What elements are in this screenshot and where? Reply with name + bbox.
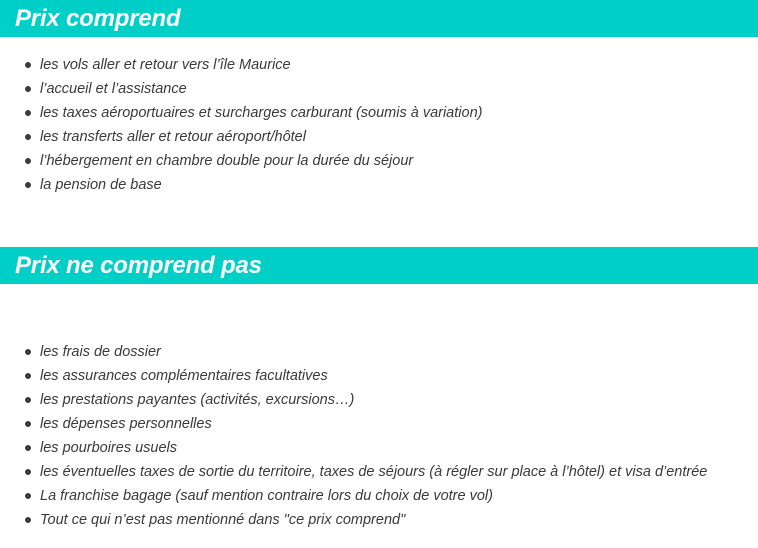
bullet-icon: [25, 158, 31, 164]
list-item-text: les assurances complémentaires facultatives: [40, 368, 328, 384]
bullet-icon: [25, 373, 31, 379]
bullet-icon: [25, 110, 31, 116]
list-item: [0, 77, 758, 101]
list-item-text: la pension de base: [40, 177, 162, 193]
bullet-icon: [25, 517, 31, 523]
list-item-text: les prestations payantes (activités, excursions…): [40, 392, 355, 408]
list-item: [0, 460, 758, 484]
list-item: [0, 508, 758, 532]
bullet-icon: [25, 421, 31, 427]
list-item: [0, 53, 758, 77]
bullet-icon: [25, 134, 31, 140]
list-item: [0, 149, 758, 173]
list-item: [0, 101, 758, 125]
list-item: [0, 484, 758, 508]
list-item-text: les transferts aller et retour aéroport/hôtel: [40, 129, 306, 145]
list-item-text: l’hébergement en chambre double pour la durée du séjour: [40, 153, 414, 169]
bullet-icon: [25, 397, 31, 403]
bullet-icon: [25, 62, 31, 68]
excluded-section-title: Prix ne comprend pas: [15, 252, 262, 279]
list-item-text: les taxes aéroportuaires et surcharges carburant (soumis à variation): [40, 105, 483, 121]
list-item: [0, 173, 758, 197]
list-item: [0, 340, 758, 364]
bullet-icon: [25, 469, 31, 475]
list-item-text: Tout ce qui n’est pas mentionné dans "ce prix comprend": [40, 512, 406, 528]
excluded-section-header: [0, 247, 758, 284]
list-item-text: l’accueil et l’assistance: [40, 81, 187, 97]
excluded-list: [0, 340, 758, 532]
list-item-text: les frais de dossier: [40, 344, 161, 360]
list-item: [0, 364, 758, 388]
list-item: [0, 436, 758, 460]
included-section-header: [0, 0, 758, 37]
bullet-icon: [25, 86, 31, 92]
bullet-icon: [25, 349, 31, 355]
included-section-title: Prix comprend: [15, 5, 181, 32]
list-item: [0, 412, 758, 436]
list-item-text: les pourboires usuels: [40, 440, 178, 456]
bullet-icon: [25, 182, 31, 188]
list-item: [0, 125, 758, 149]
bullet-icon: [25, 445, 31, 451]
list-item-text: les vols aller et retour vers l’île Maurice: [40, 57, 291, 73]
list-item: [0, 388, 758, 412]
list-item-text: les éventuelles taxes de sortie du territoire, taxes de séjours (à régler sur place à l’hôtel) et visa d’entrée: [40, 464, 708, 480]
included-list: [0, 53, 758, 197]
list-item-text: La franchise bagage (sauf mention contraire lors du choix de votre vol): [40, 488, 493, 504]
list-item-text: les dépenses personnelles: [40, 416, 212, 432]
bullet-icon: [25, 493, 31, 499]
